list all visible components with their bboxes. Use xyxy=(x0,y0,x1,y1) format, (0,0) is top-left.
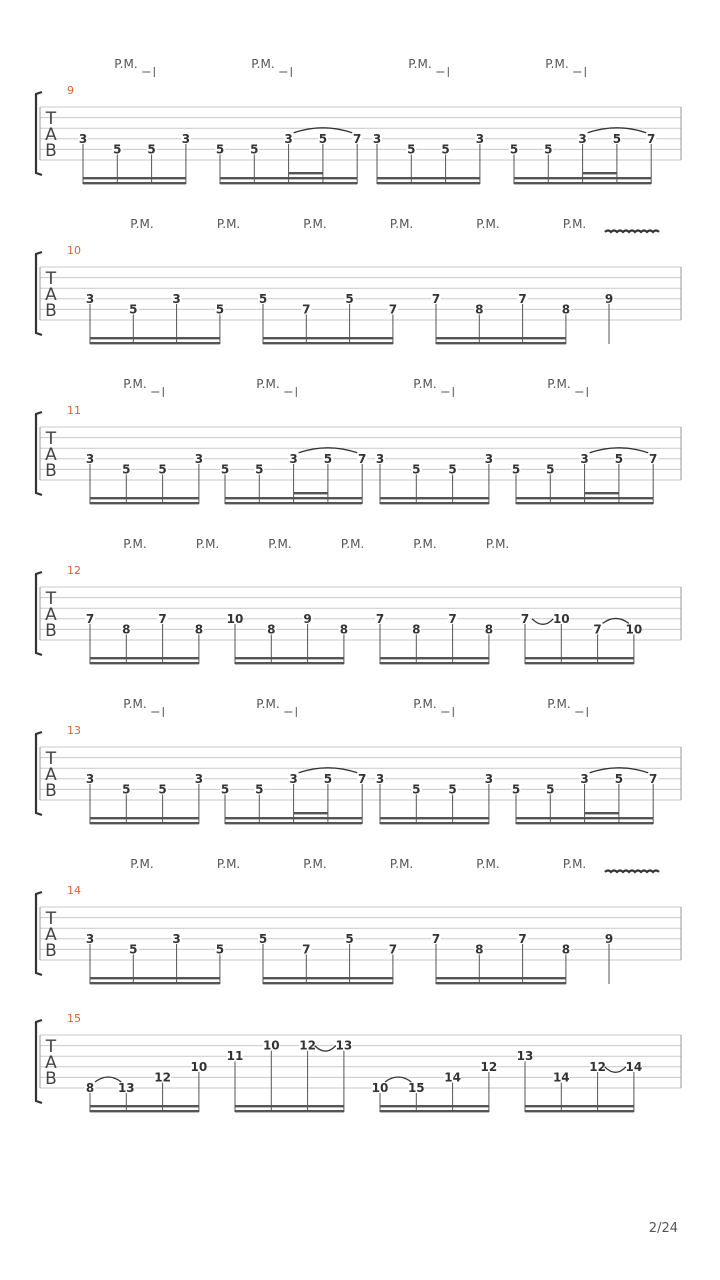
palm-mute-label: P.M. xyxy=(251,57,275,71)
fret-number: 8 xyxy=(561,942,571,957)
fret-number: 7 xyxy=(388,942,398,957)
fret-number: 5 xyxy=(255,462,264,477)
fret-number: 5 xyxy=(215,142,225,157)
beam-secondary xyxy=(225,497,362,499)
fret-number: 5 xyxy=(220,462,230,477)
beam-primary xyxy=(83,182,186,184)
fret-number: 3 xyxy=(194,771,204,786)
fret-number: 5 xyxy=(122,462,131,477)
fret-number: 5 xyxy=(546,782,555,797)
palm-mute-label: P.M. xyxy=(476,217,500,231)
beam-secondary xyxy=(436,337,566,339)
tab-clef-letter: T xyxy=(45,909,57,929)
fret-number: 3 xyxy=(484,771,494,786)
palm-mute-label: P.M. xyxy=(130,857,154,871)
fret-number: 5 xyxy=(129,942,138,957)
beam-secondary xyxy=(380,657,489,659)
fret-number: 7 xyxy=(302,302,311,317)
fret-number: 10 xyxy=(371,1081,389,1095)
fret-number: 3 xyxy=(172,931,181,946)
fret-number: 5 xyxy=(215,942,225,957)
fret-number: 7 xyxy=(358,771,367,786)
palm-mute-label: P.M. xyxy=(256,377,280,391)
fret-number: 15 xyxy=(407,1081,425,1095)
fret-number: 13 xyxy=(516,1049,534,1064)
fret-number: 3 xyxy=(289,771,298,786)
beam-primary xyxy=(380,822,489,824)
beam-primary xyxy=(225,822,362,824)
fret-number: 5 xyxy=(113,142,122,157)
fret-number: 5 xyxy=(407,142,416,157)
palm-mute-label: P.M. xyxy=(114,57,138,71)
fret-number: 3 xyxy=(580,771,589,786)
fret-number: 8 xyxy=(194,622,204,637)
tab-system-13 xyxy=(36,697,681,824)
fret-number: 7 xyxy=(358,451,367,466)
tab-system-9 xyxy=(36,57,681,184)
beam-primary xyxy=(235,662,344,664)
slur-tie xyxy=(605,1067,626,1073)
fret-number: 5 xyxy=(614,771,624,786)
fret-number: 3 xyxy=(578,131,587,146)
fret-number: 5 xyxy=(323,451,333,466)
fret-number: 5 xyxy=(318,131,328,146)
tab-clef-letter: B xyxy=(45,301,57,321)
tab-clef-letter: A xyxy=(45,285,57,305)
beam-primary xyxy=(436,342,566,344)
beam-primary xyxy=(377,182,480,184)
fret-number: 3 xyxy=(85,931,95,946)
fret-number: 11 xyxy=(226,1049,244,1064)
beam-secondary xyxy=(90,657,199,659)
beam-secondary xyxy=(263,337,393,339)
fret-number: 5 xyxy=(546,462,555,477)
palm-mute-label: P.M. xyxy=(547,377,571,391)
tab-clef-letter: B xyxy=(45,941,57,961)
beam-tertiary xyxy=(585,812,619,814)
fret-number: 7 xyxy=(431,291,441,306)
tab-clef-letter: A xyxy=(45,1053,57,1073)
system-bracket xyxy=(36,892,42,975)
beam-secondary xyxy=(263,977,393,979)
fret-number: 13 xyxy=(335,1038,353,1053)
fret-number: 3 xyxy=(484,451,494,466)
measure-number: 13 xyxy=(67,724,81,737)
beam-primary xyxy=(90,342,220,344)
fret-number: 8 xyxy=(475,302,484,317)
fret-number: 3 xyxy=(372,131,382,146)
fret-number: 8 xyxy=(122,622,131,637)
beam-tertiary xyxy=(294,812,328,814)
fret-number: 3 xyxy=(375,771,385,786)
palm-mute-label: P.M. xyxy=(545,57,569,71)
tab-system-11 xyxy=(36,377,681,504)
palm-mute-label: P.M. xyxy=(130,217,154,231)
fret-number: 5 xyxy=(258,291,268,306)
beam-secondary xyxy=(380,1105,489,1107)
palm-mute-label: P.M. xyxy=(195,537,220,551)
tab-clef-letter: B xyxy=(45,781,57,801)
fret-number: 7 xyxy=(85,611,95,626)
palm-mute-label: P.M. xyxy=(303,217,327,231)
beam-primary xyxy=(514,182,651,184)
fret-number: 10 xyxy=(552,611,570,626)
tab-clef-letter: T xyxy=(45,429,57,449)
palm-mute-label: P.M. xyxy=(413,377,437,391)
beam-secondary xyxy=(90,497,199,499)
beam-tertiary xyxy=(289,172,323,174)
beam-tertiary xyxy=(585,492,619,494)
system-bracket xyxy=(36,412,42,495)
measure-number: 14 xyxy=(67,884,81,897)
fret-number: 3 xyxy=(85,771,95,786)
palm-mute-label: P.M. xyxy=(476,857,500,871)
fret-number: 7 xyxy=(647,131,656,146)
fret-number: 5 xyxy=(448,782,457,797)
fret-number: 5 xyxy=(614,451,624,466)
fret-number: 7 xyxy=(518,291,527,306)
beam-secondary xyxy=(225,817,362,819)
fret-number: 5 xyxy=(448,462,457,477)
beam-primary xyxy=(90,982,220,984)
fret-number: 7 xyxy=(518,931,527,946)
measure-number: 11 xyxy=(67,404,81,417)
palm-mute-label: P.M. xyxy=(123,537,147,551)
beam-primary xyxy=(516,822,653,824)
fret-number: 8 xyxy=(412,622,421,637)
measure-number: 9 xyxy=(67,84,74,97)
palm-mute-label: P.M. xyxy=(562,217,587,231)
fret-number: 5 xyxy=(345,931,354,946)
tab-system-15 xyxy=(36,1012,681,1112)
fret-number: 5 xyxy=(412,782,421,797)
system-bracket xyxy=(36,732,42,815)
fret-number: 7 xyxy=(158,611,167,626)
palm-mute-label: P.M. xyxy=(389,857,414,871)
fret-number: 7 xyxy=(302,942,311,957)
fret-number: 10 xyxy=(625,622,643,637)
fret-number: 8 xyxy=(267,622,276,637)
beam-secondary xyxy=(90,977,220,979)
fret-number: 13 xyxy=(117,1081,135,1095)
beam-tertiary xyxy=(294,492,328,494)
beam-secondary xyxy=(83,177,186,179)
beam-secondary xyxy=(380,497,489,499)
fret-number: 3 xyxy=(194,451,204,466)
palm-mute-label: P.M. xyxy=(303,857,327,871)
fret-number: 5 xyxy=(412,462,421,477)
beam-primary xyxy=(263,982,393,984)
palm-mute-label: P.M. xyxy=(216,217,241,231)
fret-number: 8 xyxy=(85,1081,95,1095)
measure-number: 12 xyxy=(67,564,81,577)
beam-primary xyxy=(380,1110,489,1112)
fret-number: 7 xyxy=(431,931,441,946)
measure-number: 10 xyxy=(67,244,81,257)
system-bracket xyxy=(36,252,42,335)
fret-number: 5 xyxy=(511,462,521,477)
palm-mute-label: P.M. xyxy=(256,697,280,711)
vibrato-icon xyxy=(605,231,659,233)
fret-number: 5 xyxy=(612,131,622,146)
fret-number: 8 xyxy=(561,302,571,317)
vibrato-icon xyxy=(605,871,659,873)
measure-number: 15 xyxy=(67,1012,81,1025)
slur-tie xyxy=(315,1046,336,1052)
fret-number: 3 xyxy=(85,451,95,466)
palm-mute-label: P.M. xyxy=(413,697,437,711)
beam-secondary xyxy=(220,177,357,179)
fret-number: 7 xyxy=(649,451,658,466)
fret-number: 3 xyxy=(475,131,485,146)
palm-mute-label: P.M. xyxy=(123,377,147,391)
beam-secondary xyxy=(235,657,344,659)
beam-secondary xyxy=(90,817,199,819)
beam-primary xyxy=(220,182,357,184)
tab-clef-letter: A xyxy=(45,605,57,625)
fret-number: 7 xyxy=(375,611,385,626)
palm-mute-label: P.M. xyxy=(547,697,571,711)
beam-primary xyxy=(235,1110,344,1112)
fret-number: 7 xyxy=(593,622,602,637)
page-number: 2/24 xyxy=(648,1221,678,1236)
fret-number: 7 xyxy=(353,131,362,146)
fret-number: 9 xyxy=(604,291,614,306)
palm-mute-label: P.M. xyxy=(340,537,365,551)
system-bracket xyxy=(36,572,42,655)
fret-number: 3 xyxy=(580,451,589,466)
beam-primary xyxy=(525,1110,634,1112)
beam-primary xyxy=(225,502,362,504)
palm-mute-label: P.M. xyxy=(485,537,510,551)
beam-primary xyxy=(380,502,489,504)
palm-mute-label: P.M. xyxy=(268,537,292,551)
fret-number: 5 xyxy=(323,771,333,786)
beam-primary xyxy=(436,982,566,984)
fret-number: 9 xyxy=(604,931,614,946)
fret-number: 14 xyxy=(444,1070,461,1085)
beam-tertiary xyxy=(583,172,617,174)
fret-number: 3 xyxy=(284,131,293,146)
fret-number: 5 xyxy=(147,142,156,157)
fret-number: 10 xyxy=(262,1038,280,1053)
fret-number: 14 xyxy=(625,1059,643,1074)
palm-mute-label: P.M. xyxy=(216,857,241,871)
beam-primary xyxy=(90,502,199,504)
fret-number: 5 xyxy=(220,782,230,797)
beam-secondary xyxy=(516,497,653,499)
palm-mute-label: P.M. xyxy=(413,537,437,551)
beam-primary xyxy=(525,662,634,664)
beam-primary xyxy=(90,662,199,664)
fret-number: 5 xyxy=(441,142,450,157)
fret-number: 5 xyxy=(158,782,167,797)
fret-number: 10 xyxy=(226,611,244,626)
palm-mute-label: P.M. xyxy=(408,57,432,71)
tab-clef-letter: T xyxy=(45,589,57,609)
fret-number: 12 xyxy=(480,1059,498,1074)
fret-number: 5 xyxy=(511,782,521,797)
beam-secondary xyxy=(235,1105,344,1107)
beam-primary xyxy=(516,502,653,504)
beam-secondary xyxy=(380,817,489,819)
tab-clef-letter: A xyxy=(45,125,57,145)
slur-tie xyxy=(532,619,553,625)
tab-clef-letter: B xyxy=(45,141,57,161)
fret-number: 3 xyxy=(78,131,88,146)
fret-number: 3 xyxy=(181,131,191,146)
tab-clef-letter: T xyxy=(45,1037,57,1057)
system-bracket xyxy=(36,1020,42,1103)
tab-system-12 xyxy=(36,537,681,664)
fret-number: 12 xyxy=(154,1070,171,1085)
tab-clef-letter: T xyxy=(45,749,57,769)
fret-number: 5 xyxy=(158,462,167,477)
palm-mute-label: P.M. xyxy=(123,697,147,711)
fret-number: 8 xyxy=(339,622,349,637)
fret-number: 7 xyxy=(448,611,457,626)
beam-primary xyxy=(263,342,393,344)
fret-number: 8 xyxy=(484,622,494,637)
beam-secondary xyxy=(525,1105,634,1107)
fret-number: 3 xyxy=(375,451,385,466)
tab-clef-letter: T xyxy=(45,109,57,129)
fret-number: 12 xyxy=(589,1059,606,1074)
tab-clef-letter: A xyxy=(45,765,57,785)
tab-clef-letter: A xyxy=(45,925,57,945)
fret-number: 12 xyxy=(299,1038,316,1053)
beam-primary xyxy=(90,1110,199,1112)
beam-secondary xyxy=(514,177,651,179)
system-bracket xyxy=(36,92,42,175)
fret-number: 3 xyxy=(172,291,181,306)
beam-secondary xyxy=(90,337,220,339)
tab-system-10 xyxy=(36,217,681,344)
fret-number: 5 xyxy=(255,782,264,797)
fret-number: 8 xyxy=(475,942,484,957)
fret-number: 5 xyxy=(345,291,354,306)
tab-clef-letter: T xyxy=(45,269,57,289)
palm-mute-label: P.M. xyxy=(562,857,587,871)
tab-clef-letter: B xyxy=(45,1069,57,1089)
beam-secondary xyxy=(516,817,653,819)
fret-number: 5 xyxy=(129,302,138,317)
fret-number: 7 xyxy=(649,771,658,786)
beam-primary xyxy=(380,662,489,664)
tab-clef-letter: B xyxy=(45,461,57,481)
fret-number: 5 xyxy=(544,142,553,157)
fret-number: 14 xyxy=(552,1070,570,1085)
fret-number: 3 xyxy=(289,451,298,466)
fret-number: 3 xyxy=(85,291,95,306)
beam-secondary xyxy=(525,657,634,659)
tab-system-14 xyxy=(36,857,681,984)
beam-secondary xyxy=(377,177,480,179)
fret-number: 5 xyxy=(258,931,268,946)
fret-number: 7 xyxy=(520,611,530,626)
tab-clef-letter: B xyxy=(45,621,57,641)
fret-number: 5 xyxy=(509,142,519,157)
tab-clef-letter: A xyxy=(45,445,57,465)
beam-secondary xyxy=(90,1105,199,1107)
palm-mute-label: P.M. xyxy=(389,217,414,231)
fret-number: 5 xyxy=(250,142,259,157)
beam-primary xyxy=(90,822,199,824)
fret-number: 5 xyxy=(122,782,131,797)
fret-number: 9 xyxy=(303,611,312,626)
beam-secondary xyxy=(436,977,566,979)
fret-number: 10 xyxy=(190,1059,208,1074)
fret-number: 5 xyxy=(215,302,225,317)
fret-number: 7 xyxy=(388,302,398,317)
